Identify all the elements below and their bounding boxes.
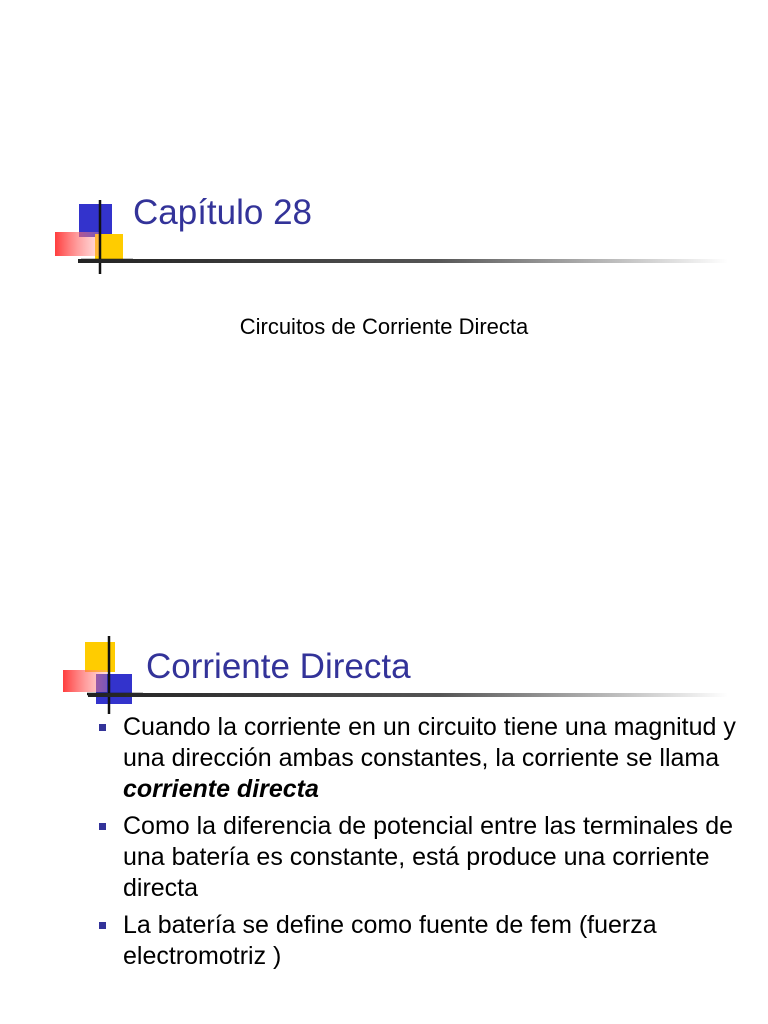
list-item — [96, 910, 736, 972]
list-item — [96, 712, 736, 805]
slide-subtitle: Circuitos de Corriente Directa — [239, 314, 529, 339]
corner-ornament-icon — [55, 200, 135, 280]
bullet-text: La batería se define como fuente de fem (fuerza electromotriz ) — [123, 911, 657, 970]
title-underline — [88, 693, 728, 697]
title-underline — [78, 259, 728, 263]
bullet-emphasis: corriente directa — [123, 775, 319, 803]
slide-title: Corriente Directa — [146, 647, 411, 686]
bullet-list — [96, 712, 736, 978]
square-bullet-icon — [99, 823, 106, 830]
square-bullet-icon — [99, 922, 106, 929]
list-item — [96, 811, 736, 904]
corner-ornament-icon — [63, 636, 143, 716]
slide-title: Capítulo 28 — [133, 193, 313, 232]
slide-content-page — [0, 512, 768, 1024]
bullet-text: Cuando la corriente en un circuito tiene una magnitud y una dirección ambas constantes, la corriente se llama — [123, 713, 736, 772]
square-bullet-icon — [99, 724, 106, 731]
bullet-text: Como la diferencia de potencial entre las terminales de una batería es constante, está produce una corriente directa — [123, 812, 734, 902]
